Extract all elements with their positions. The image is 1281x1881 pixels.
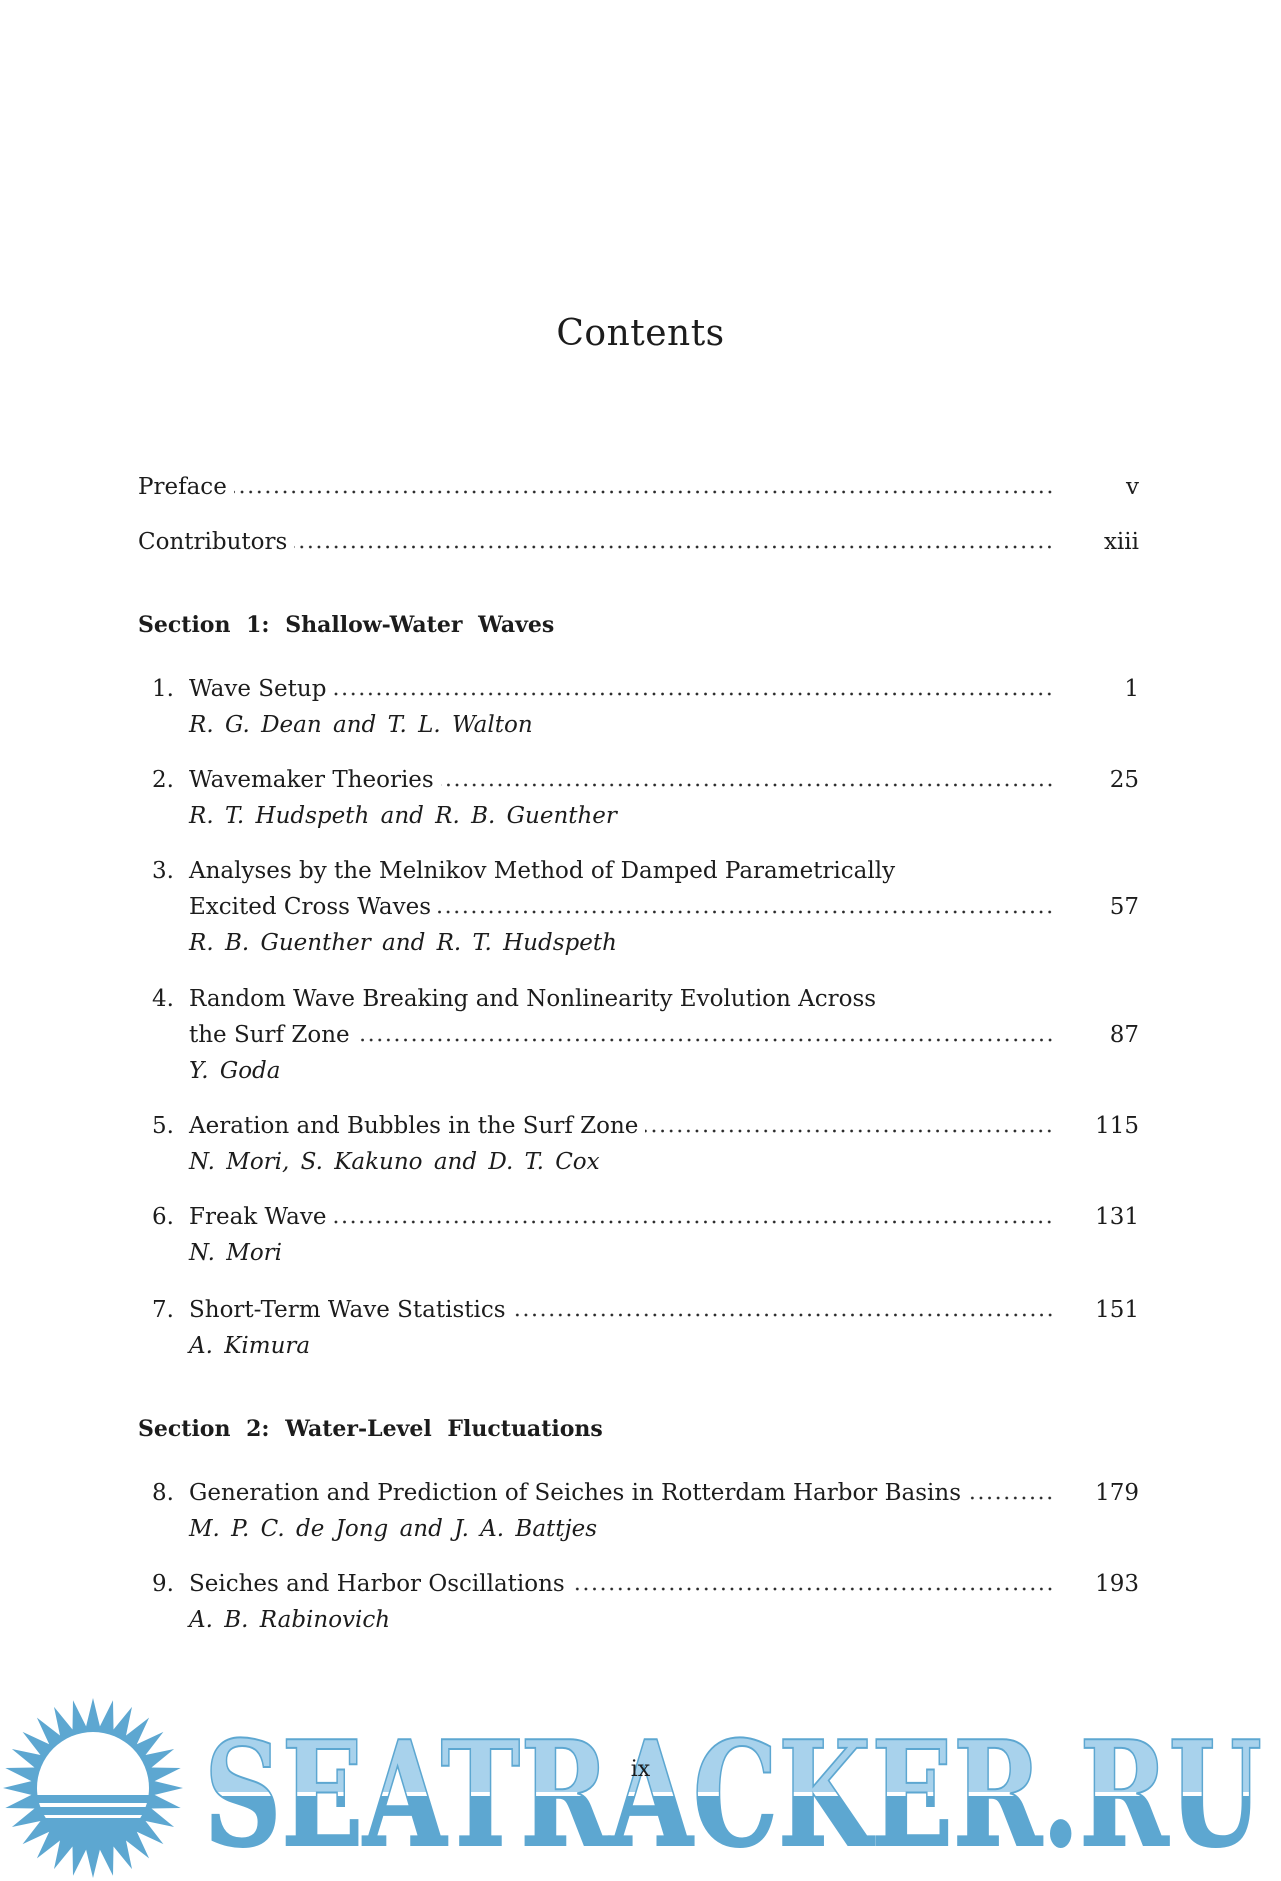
page-number: 131 [1095,1204,1139,1230]
toc-entry [138,853,1139,961]
entry-title-row [189,1199,1139,1235]
dot-leader [357,1017,1054,1053]
entry-number: 3. [152,858,174,884]
page-folio: ix [630,1757,651,1782]
page-number: v [1126,474,1139,500]
page-number: xiii [1103,529,1139,555]
entry-title: Aeration and Bubbles in the Surf Zone [189,1113,639,1139]
entry-title: Seiches and Harbor Oscillations [189,1571,565,1597]
dot-leader [333,671,1054,707]
dot-leader [438,889,1054,925]
entry-title: the Surf Zone [189,1022,350,1048]
entry-authors: M. P. C. de Jong and J. A. Battjes [189,1516,598,1542]
entry-title-row [189,762,1139,798]
toc-entry [138,981,1139,1089]
entry-authors: N. Mori [189,1240,283,1266]
toc-entry [138,1566,1139,1638]
dot-leader [294,524,1054,560]
entry-authors: R. B. Guenther and R. T. Hudspeth [189,930,617,956]
toc-entry [138,671,1139,743]
dot-leader [572,1566,1054,1602]
page-number: 115 [1095,1113,1139,1139]
toc-entry [138,762,1139,834]
entry-authors: Y. Goda [189,1058,281,1084]
toc-entry-preface [138,469,1139,505]
toc-entry [138,1199,1139,1271]
dot-leader [234,469,1054,505]
entry-number: 7. [152,1297,174,1323]
entry-title-row [189,1108,1139,1144]
entry-number: 5. [152,1113,174,1139]
entry-title: Excited Cross Waves [189,894,432,920]
page-number: 25 [1109,767,1139,793]
entry-number: 1. [152,676,174,702]
entry-title-row [189,671,1139,707]
page-number: 179 [1095,1480,1139,1506]
entry-number: 8. [152,1480,174,1506]
entry-title: Short-Term Wave Statistics [189,1297,506,1323]
entry-authors: N. Mori, S. Kakuno and D. T. Cox [189,1149,600,1175]
toc-entry [138,1108,1139,1180]
entry-title-row [189,1017,1139,1053]
entry-title: Wave Setup [189,676,327,702]
entry-number: 6. [152,1204,174,1230]
entry-number: 9. [152,1571,174,1597]
entry-title: Generation and Prediction of Seiches in Rotterdam Harbor Basins [189,1480,961,1506]
page-number: 1 [1124,676,1139,702]
entry-authors: R. T. Hudspeth and R. B. Guenther [189,803,617,829]
entry-title-line: Random Wave Breaking and Nonlinearity Evolution Across [189,986,877,1012]
toc-entry [138,1292,1139,1364]
entry-number: 4. [152,986,174,1012]
entry-authors: A. Kimura [189,1333,311,1359]
dot-leader [513,1292,1054,1328]
dot-leader [645,1108,1054,1144]
entry-title-row [189,889,1139,925]
table-of-contents [138,0,1139,1881]
section-heading: Section 1: Shallow-Water Waves [138,612,555,638]
toc-entry [138,1475,1139,1547]
entry-number: 2. [152,767,174,793]
page-number: 87 [1109,1022,1139,1048]
entry-authors: A. B. Rabinovich [189,1607,391,1633]
dot-leader [441,762,1054,798]
page-number: 193 [1095,1571,1139,1597]
entry-title: Contributors [138,529,288,555]
dot-leader [968,1475,1054,1511]
entry-title: Preface [138,474,227,500]
entry-title-row [189,1292,1139,1328]
dot-leader [333,1199,1054,1235]
entry-title: Wavemaker Theories [189,767,434,793]
watermark-text: SEATRACKER.RU [204,1710,1262,1880]
entry-title: Freak Wave [189,1204,327,1230]
toc-entry-contributors [138,524,1139,560]
entry-title-line: Analyses by the Melnikov Method of Damped Parametrically [189,858,896,884]
sun-logo-icon [3,1698,183,1878]
page-number: 57 [1109,894,1139,920]
section-heading: Section 2: Water-Level Fluctuations [138,1416,603,1442]
page-title: Contents [556,313,725,354]
page-number: 151 [1095,1297,1139,1323]
entry-title-row [189,1475,1139,1511]
entry-authors: R. G. Dean and T. L. Walton [189,712,533,738]
entry-title-row [189,1566,1139,1602]
